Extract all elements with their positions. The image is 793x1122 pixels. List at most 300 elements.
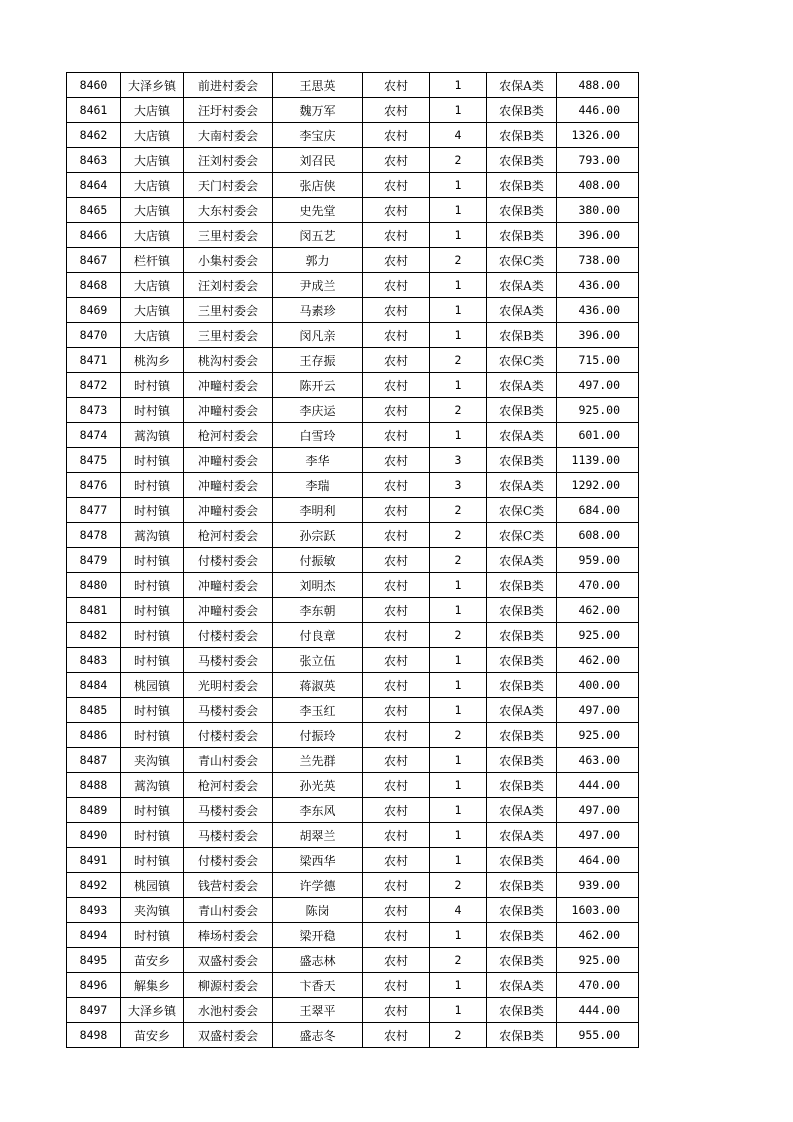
table-row xyxy=(67,373,639,398)
record-number-cell: 8478 xyxy=(67,523,121,548)
insurance-category-cell: 农保A类 xyxy=(487,798,557,823)
township-cell: 大泽乡镇 xyxy=(121,73,184,98)
township-cell: 夹沟镇 xyxy=(121,898,184,923)
amount-cell: 462.00 xyxy=(557,648,639,673)
person-name-cell: 盛志林 xyxy=(273,948,363,973)
household-type-cell: 农村 xyxy=(363,748,430,773)
record-number-cell: 8493 xyxy=(67,898,121,923)
table-row xyxy=(67,748,639,773)
household-type-cell: 农村 xyxy=(363,148,430,173)
amount-cell: 1139.00 xyxy=(557,448,639,473)
household-type-cell: 农村 xyxy=(363,448,430,473)
household-size-cell: 1 xyxy=(430,373,487,398)
table-row xyxy=(67,123,639,148)
township-cell: 大店镇 xyxy=(121,148,184,173)
table-row xyxy=(67,248,639,273)
person-name-cell: 郭力 xyxy=(273,248,363,273)
table-row xyxy=(67,448,639,473)
household-type-cell: 农村 xyxy=(363,348,430,373)
village-committee-cell: 汪刘村委会 xyxy=(184,273,273,298)
township-cell: 解集乡 xyxy=(121,973,184,998)
village-committee-cell: 天门村委会 xyxy=(184,173,273,198)
person-name-cell: 李东朝 xyxy=(273,598,363,623)
township-cell: 时村镇 xyxy=(121,723,184,748)
person-name-cell: 魏万军 xyxy=(273,98,363,123)
household-type-cell: 农村 xyxy=(363,323,430,348)
household-size-cell: 1 xyxy=(430,748,487,773)
village-committee-cell: 三里村委会 xyxy=(184,223,273,248)
insurance-category-cell: 农保B类 xyxy=(487,723,557,748)
amount-cell: 684.00 xyxy=(557,498,639,523)
insurance-category-cell: 农保A类 xyxy=(487,548,557,573)
table-row xyxy=(67,223,639,248)
record-number-cell: 8497 xyxy=(67,998,121,1023)
insurance-category-cell: 农保C类 xyxy=(487,523,557,548)
amount-cell: 1326.00 xyxy=(557,123,639,148)
insurance-category-cell: 农保A类 xyxy=(487,73,557,98)
person-name-cell: 蒋淑英 xyxy=(273,673,363,698)
amount-cell: 925.00 xyxy=(557,623,639,648)
household-type-cell: 农村 xyxy=(363,373,430,398)
household-type-cell: 农村 xyxy=(363,623,430,648)
table-row xyxy=(67,273,639,298)
insurance-category-cell: 农保B类 xyxy=(487,998,557,1023)
village-committee-cell: 冲疃村委会 xyxy=(184,398,273,423)
relief-roster-table xyxy=(66,72,639,1048)
insurance-category-cell: 农保B类 xyxy=(487,598,557,623)
township-cell: 大店镇 xyxy=(121,273,184,298)
insurance-category-cell: 农保C类 xyxy=(487,498,557,523)
household-type-cell: 农村 xyxy=(363,498,430,523)
person-name-cell: 史先堂 xyxy=(273,198,363,223)
record-number-cell: 8469 xyxy=(67,298,121,323)
amount-cell: 436.00 xyxy=(557,273,639,298)
table-row xyxy=(67,798,639,823)
person-name-cell: 李瑞 xyxy=(273,473,363,498)
household-size-cell: 1 xyxy=(430,698,487,723)
household-type-cell: 农村 xyxy=(363,773,430,798)
household-type-cell: 农村 xyxy=(363,248,430,273)
household-type-cell: 农村 xyxy=(363,673,430,698)
table-row xyxy=(67,648,639,673)
record-number-cell: 8473 xyxy=(67,398,121,423)
record-number-cell: 8474 xyxy=(67,423,121,448)
amount-cell: 444.00 xyxy=(557,773,639,798)
village-committee-cell: 枪河村委会 xyxy=(184,523,273,548)
household-type-cell: 农村 xyxy=(363,798,430,823)
table-body xyxy=(67,73,639,1048)
record-number-cell: 8476 xyxy=(67,473,121,498)
household-type-cell: 农村 xyxy=(363,173,430,198)
household-size-cell: 1 xyxy=(430,173,487,198)
table-row xyxy=(67,723,639,748)
insurance-category-cell: 农保C类 xyxy=(487,348,557,373)
person-name-cell: 孙宗跃 xyxy=(273,523,363,548)
record-number-cell: 8486 xyxy=(67,723,121,748)
person-name-cell: 梁西华 xyxy=(273,848,363,873)
table-row xyxy=(67,148,639,173)
person-name-cell: 李庆运 xyxy=(273,398,363,423)
household-type-cell: 农村 xyxy=(363,223,430,248)
insurance-category-cell: 农保C类 xyxy=(487,248,557,273)
record-number-cell: 8485 xyxy=(67,698,121,723)
amount-cell: 436.00 xyxy=(557,298,639,323)
table-row xyxy=(67,573,639,598)
insurance-category-cell: 农保B类 xyxy=(487,673,557,698)
village-committee-cell: 三里村委会 xyxy=(184,298,273,323)
household-size-cell: 1 xyxy=(430,673,487,698)
table-row xyxy=(67,523,639,548)
record-number-cell: 8495 xyxy=(67,948,121,973)
record-number-cell: 8470 xyxy=(67,323,121,348)
household-size-cell: 2 xyxy=(430,523,487,548)
person-name-cell: 李玉红 xyxy=(273,698,363,723)
household-type-cell: 农村 xyxy=(363,698,430,723)
record-number-cell: 8487 xyxy=(67,748,121,773)
household-type-cell: 农村 xyxy=(363,273,430,298)
household-size-cell: 1 xyxy=(430,98,487,123)
insurance-category-cell: 农保A类 xyxy=(487,823,557,848)
table-row xyxy=(67,398,639,423)
person-name-cell: 付振玲 xyxy=(273,723,363,748)
table-row xyxy=(67,998,639,1023)
township-cell: 时村镇 xyxy=(121,848,184,873)
amount-cell: 497.00 xyxy=(557,823,639,848)
table-row xyxy=(67,548,639,573)
household-size-cell: 1 xyxy=(430,73,487,98)
person-name-cell: 李东风 xyxy=(273,798,363,823)
village-committee-cell: 冲疃村委会 xyxy=(184,498,273,523)
village-committee-cell: 马楼村委会 xyxy=(184,823,273,848)
insurance-category-cell: 农保A类 xyxy=(487,298,557,323)
village-committee-cell: 双盛村委会 xyxy=(184,948,273,973)
amount-cell: 400.00 xyxy=(557,673,639,698)
insurance-category-cell: 农保B类 xyxy=(487,748,557,773)
person-name-cell: 李华 xyxy=(273,448,363,473)
household-type-cell: 农村 xyxy=(363,198,430,223)
record-number-cell: 8468 xyxy=(67,273,121,298)
table-row xyxy=(67,73,639,98)
township-cell: 大店镇 xyxy=(121,323,184,348)
village-committee-cell: 青山村委会 xyxy=(184,748,273,773)
person-name-cell: 梁开稳 xyxy=(273,923,363,948)
amount-cell: 462.00 xyxy=(557,598,639,623)
table-row xyxy=(67,598,639,623)
person-name-cell: 马素珍 xyxy=(273,298,363,323)
household-size-cell: 2 xyxy=(430,148,487,173)
person-name-cell: 李宝庆 xyxy=(273,123,363,148)
record-number-cell: 8492 xyxy=(67,873,121,898)
household-size-cell: 2 xyxy=(430,873,487,898)
household-size-cell: 1 xyxy=(430,423,487,448)
record-number-cell: 8490 xyxy=(67,823,121,848)
person-name-cell: 盛志冬 xyxy=(273,1023,363,1048)
person-name-cell: 尹成兰 xyxy=(273,273,363,298)
amount-cell: 380.00 xyxy=(557,198,639,223)
village-committee-cell: 光明村委会 xyxy=(184,673,273,698)
amount-cell: 463.00 xyxy=(557,748,639,773)
amount-cell: 497.00 xyxy=(557,373,639,398)
household-size-cell: 1 xyxy=(430,223,487,248)
household-size-cell: 2 xyxy=(430,723,487,748)
table-row xyxy=(67,348,639,373)
household-type-cell: 农村 xyxy=(363,423,430,448)
household-size-cell: 1 xyxy=(430,823,487,848)
township-cell: 大店镇 xyxy=(121,198,184,223)
amount-cell: 408.00 xyxy=(557,173,639,198)
insurance-category-cell: 农保B类 xyxy=(487,573,557,598)
person-name-cell: 张立伍 xyxy=(273,648,363,673)
village-committee-cell: 前进村委会 xyxy=(184,73,273,98)
township-cell: 苗安乡 xyxy=(121,1023,184,1048)
village-committee-cell: 大南村委会 xyxy=(184,123,273,148)
person-name-cell: 刘明杰 xyxy=(273,573,363,598)
insurance-category-cell: 农保B类 xyxy=(487,873,557,898)
insurance-category-cell: 农保B类 xyxy=(487,398,557,423)
person-name-cell: 闵五艺 xyxy=(273,223,363,248)
household-type-cell: 农村 xyxy=(363,123,430,148)
township-cell: 蒿沟镇 xyxy=(121,773,184,798)
township-cell: 时村镇 xyxy=(121,598,184,623)
insurance-category-cell: 农保A类 xyxy=(487,373,557,398)
record-number-cell: 8484 xyxy=(67,673,121,698)
insurance-category-cell: 农保B类 xyxy=(487,623,557,648)
person-name-cell: 闵凡亲 xyxy=(273,323,363,348)
household-type-cell: 农村 xyxy=(363,898,430,923)
township-cell: 桃园镇 xyxy=(121,673,184,698)
table-row xyxy=(67,98,639,123)
insurance-category-cell: 农保B类 xyxy=(487,923,557,948)
insurance-category-cell: 农保B类 xyxy=(487,123,557,148)
household-size-cell: 2 xyxy=(430,248,487,273)
record-number-cell: 8480 xyxy=(67,573,121,598)
person-name-cell: 孙光英 xyxy=(273,773,363,798)
insurance-category-cell: 农保B类 xyxy=(487,198,557,223)
insurance-category-cell: 农保B类 xyxy=(487,948,557,973)
amount-cell: 608.00 xyxy=(557,523,639,548)
village-committee-cell: 三里村委会 xyxy=(184,323,273,348)
record-number-cell: 8494 xyxy=(67,923,121,948)
household-size-cell: 3 xyxy=(430,473,487,498)
table-row xyxy=(67,173,639,198)
amount-cell: 396.00 xyxy=(557,323,639,348)
amount-cell: 925.00 xyxy=(557,398,639,423)
amount-cell: 939.00 xyxy=(557,873,639,898)
household-type-cell: 农村 xyxy=(363,98,430,123)
record-number-cell: 8466 xyxy=(67,223,121,248)
record-number-cell: 8464 xyxy=(67,173,121,198)
household-size-cell: 2 xyxy=(430,498,487,523)
person-name-cell: 付良章 xyxy=(273,623,363,648)
insurance-category-cell: 农保B类 xyxy=(487,898,557,923)
village-committee-cell: 冲疃村委会 xyxy=(184,598,273,623)
village-committee-cell: 付楼村委会 xyxy=(184,723,273,748)
insurance-category-cell: 农保B类 xyxy=(487,448,557,473)
household-type-cell: 农村 xyxy=(363,298,430,323)
person-name-cell: 胡翠兰 xyxy=(273,823,363,848)
township-cell: 时村镇 xyxy=(121,548,184,573)
household-size-cell: 1 xyxy=(430,198,487,223)
insurance-category-cell: 农保B类 xyxy=(487,1023,557,1048)
township-cell: 苗安乡 xyxy=(121,948,184,973)
village-committee-cell: 冲疃村委会 xyxy=(184,473,273,498)
household-size-cell: 1 xyxy=(430,598,487,623)
township-cell: 时村镇 xyxy=(121,398,184,423)
insurance-category-cell: 农保B类 xyxy=(487,148,557,173)
insurance-category-cell: 农保B类 xyxy=(487,98,557,123)
person-name-cell: 许学德 xyxy=(273,873,363,898)
person-name-cell: 王思英 xyxy=(273,73,363,98)
record-number-cell: 8477 xyxy=(67,498,121,523)
township-cell: 桃沟乡 xyxy=(121,348,184,373)
village-committee-cell: 棒场村委会 xyxy=(184,923,273,948)
insurance-category-cell: 农保B类 xyxy=(487,223,557,248)
township-cell: 时村镇 xyxy=(121,498,184,523)
insurance-category-cell: 农保B类 xyxy=(487,773,557,798)
household-size-cell: 2 xyxy=(430,1023,487,1048)
table-row xyxy=(67,873,639,898)
record-number-cell: 8483 xyxy=(67,648,121,673)
township-cell: 大店镇 xyxy=(121,298,184,323)
person-name-cell: 陈岗 xyxy=(273,898,363,923)
person-name-cell: 付振敏 xyxy=(273,548,363,573)
amount-cell: 793.00 xyxy=(557,148,639,173)
township-cell: 时村镇 xyxy=(121,623,184,648)
amount-cell: 925.00 xyxy=(557,948,639,973)
amount-cell: 955.00 xyxy=(557,1023,639,1048)
township-cell: 时村镇 xyxy=(121,473,184,498)
household-type-cell: 农村 xyxy=(363,973,430,998)
household-size-cell: 4 xyxy=(430,898,487,923)
household-size-cell: 1 xyxy=(430,773,487,798)
table-row xyxy=(67,298,639,323)
household-type-cell: 农村 xyxy=(363,823,430,848)
person-name-cell: 兰先群 xyxy=(273,748,363,773)
insurance-category-cell: 农保B类 xyxy=(487,848,557,873)
table-row xyxy=(67,698,639,723)
village-committee-cell: 枪河村委会 xyxy=(184,423,273,448)
record-number-cell: 8488 xyxy=(67,773,121,798)
household-size-cell: 1 xyxy=(430,573,487,598)
table-row xyxy=(67,898,639,923)
household-size-cell: 2 xyxy=(430,348,487,373)
household-size-cell: 1 xyxy=(430,998,487,1023)
township-cell: 大店镇 xyxy=(121,123,184,148)
table-row xyxy=(67,948,639,973)
village-committee-cell: 冲疃村委会 xyxy=(184,573,273,598)
village-committee-cell: 双盛村委会 xyxy=(184,1023,273,1048)
village-committee-cell: 枪河村委会 xyxy=(184,773,273,798)
household-size-cell: 1 xyxy=(430,848,487,873)
amount-cell: 470.00 xyxy=(557,973,639,998)
household-type-cell: 农村 xyxy=(363,723,430,748)
household-size-cell: 2 xyxy=(430,548,487,573)
record-number-cell: 8489 xyxy=(67,798,121,823)
record-number-cell: 8498 xyxy=(67,1023,121,1048)
township-cell: 时村镇 xyxy=(121,923,184,948)
household-size-cell: 1 xyxy=(430,298,487,323)
village-committee-cell: 大东村委会 xyxy=(184,198,273,223)
township-cell: 时村镇 xyxy=(121,448,184,473)
table-row xyxy=(67,423,639,448)
household-type-cell: 农村 xyxy=(363,598,430,623)
table-row xyxy=(67,923,639,948)
record-number-cell: 8491 xyxy=(67,848,121,873)
township-cell: 蒿沟镇 xyxy=(121,523,184,548)
insurance-category-cell: 农保A类 xyxy=(487,423,557,448)
amount-cell: 1292.00 xyxy=(557,473,639,498)
person-name-cell: 李明利 xyxy=(273,498,363,523)
record-number-cell: 8471 xyxy=(67,348,121,373)
household-type-cell: 农村 xyxy=(363,1023,430,1048)
record-number-cell: 8462 xyxy=(67,123,121,148)
household-size-cell: 1 xyxy=(430,973,487,998)
household-size-cell: 1 xyxy=(430,798,487,823)
village-committee-cell: 小集村委会 xyxy=(184,248,273,273)
village-committee-cell: 青山村委会 xyxy=(184,898,273,923)
amount-cell: 464.00 xyxy=(557,848,639,873)
village-committee-cell: 钱营村委会 xyxy=(184,873,273,898)
record-number-cell: 8479 xyxy=(67,548,121,573)
table-row xyxy=(67,323,639,348)
household-type-cell: 农村 xyxy=(363,998,430,1023)
table-row xyxy=(67,673,639,698)
record-number-cell: 8482 xyxy=(67,623,121,648)
household-type-cell: 农村 xyxy=(363,473,430,498)
township-cell: 夹沟镇 xyxy=(121,748,184,773)
amount-cell: 462.00 xyxy=(557,923,639,948)
village-committee-cell: 汪圩村委会 xyxy=(184,98,273,123)
table-row xyxy=(67,198,639,223)
household-type-cell: 农村 xyxy=(363,873,430,898)
township-cell: 大店镇 xyxy=(121,173,184,198)
record-number-cell: 8463 xyxy=(67,148,121,173)
amount-cell: 497.00 xyxy=(557,798,639,823)
amount-cell: 601.00 xyxy=(557,423,639,448)
township-cell: 时村镇 xyxy=(121,573,184,598)
village-committee-cell: 水池村委会 xyxy=(184,998,273,1023)
person-name-cell: 白雪玲 xyxy=(273,423,363,448)
household-size-cell: 4 xyxy=(430,123,487,148)
record-number-cell: 8475 xyxy=(67,448,121,473)
household-size-cell: 2 xyxy=(430,398,487,423)
person-name-cell: 陈开云 xyxy=(273,373,363,398)
household-size-cell: 2 xyxy=(430,623,487,648)
record-number-cell: 8496 xyxy=(67,973,121,998)
village-committee-cell: 桃沟村委会 xyxy=(184,348,273,373)
household-type-cell: 农村 xyxy=(363,573,430,598)
amount-cell: 738.00 xyxy=(557,248,639,273)
person-name-cell: 王翠平 xyxy=(273,998,363,1023)
village-committee-cell: 冲疃村委会 xyxy=(184,373,273,398)
household-size-cell: 1 xyxy=(430,273,487,298)
table-row xyxy=(67,473,639,498)
household-type-cell: 农村 xyxy=(363,548,430,573)
insurance-category-cell: 农保A类 xyxy=(487,973,557,998)
table-row xyxy=(67,773,639,798)
household-type-cell: 农村 xyxy=(363,398,430,423)
township-cell: 时村镇 xyxy=(121,823,184,848)
household-type-cell: 农村 xyxy=(363,648,430,673)
table-row xyxy=(67,1023,639,1048)
village-committee-cell: 柳源村委会 xyxy=(184,973,273,998)
village-committee-cell: 汪刘村委会 xyxy=(184,148,273,173)
household-size-cell: 2 xyxy=(430,948,487,973)
person-name-cell: 刘召民 xyxy=(273,148,363,173)
village-committee-cell: 马楼村委会 xyxy=(184,648,273,673)
township-cell: 时村镇 xyxy=(121,648,184,673)
amount-cell: 1603.00 xyxy=(557,898,639,923)
